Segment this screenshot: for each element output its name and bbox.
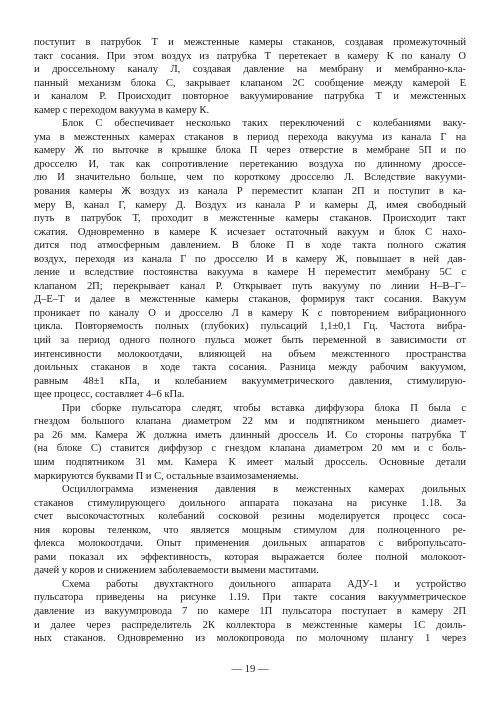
text-line: поступит в патрубок Т и межстенные камеры стаканов, создавая промежуточный bbox=[34, 37, 466, 48]
text-line: клапаном 2П; перекрывает канал Р. Открывает путь вакууму по линии Н–В–Г– bbox=[34, 280, 466, 292]
text-line: меру В, канал Г, камеру Д. Воздух из канала Р и камеры Д, имея свободный bbox=[34, 199, 466, 211]
text-line: цикла. Повторяемость полных (глубоких) пульсаций 1,1±0,1 Гц. Частота вибра- bbox=[34, 321, 466, 333]
text-line: ций за период одного полного пульса может быть переменной в зависимости от bbox=[34, 335, 466, 347]
text-line: При сборке пульсатора следят, чтобы вставка диффузора блока П была с bbox=[62, 402, 466, 414]
text-line: Схема работы двухтактного доильного аппарата АДУ-1 и устройство bbox=[62, 578, 466, 590]
text-line: ния коровы теленком, что является мощным стимулом для полноценного ре- bbox=[34, 524, 466, 536]
text-line: доильных стаканов в ходе такта сосания. Разница между рабочим вакуумом, bbox=[34, 362, 466, 374]
text-line: Блок С обеспечивает несколько таких переключений с колебаниями ваку- bbox=[62, 118, 466, 130]
text-line: и каналом Р. Происходит повторное вакуумирование патрубка Т и межстенных bbox=[34, 91, 466, 103]
paragraph bbox=[34, 402, 466, 483]
text-line: ных стаканов. Одновременно из молокопровода по молочному шлангу 1 через bbox=[34, 633, 466, 645]
text-line: ление и вследствие постоянства вакуума в камере Н переместит мембрану 5С с bbox=[34, 267, 466, 279]
text-line: давление из вакуумпровода 7 по камере 1П пульсатора поступает в камеру 2П bbox=[34, 605, 466, 617]
paragraph bbox=[34, 483, 466, 578]
text-line: равным 48±1 кПа, и колебанием вакуумметрического давления, стимулирую- bbox=[34, 375, 466, 387]
text-line: такт сосания. При этом воздух из патрубка Т перетекает в камеру К по каналу О bbox=[34, 50, 466, 62]
paragraph bbox=[34, 36, 466, 117]
text-line: маркируются буквами П и С, остальные взаимозаменяемы. bbox=[34, 470, 299, 482]
text-line: рования камеры Ж воздух из канала Р переместит клапан 2П и поступит в ка- bbox=[34, 186, 466, 198]
text-line: ума в межстенных камерах стаканов в период перехода вакуума из канала Г на bbox=[34, 131, 466, 143]
text-line: путь в патрубок Т, проходит в межстенные камеры стаканов. Происходит такт bbox=[34, 213, 466, 225]
text-line: гнездом большого клапана диаметром 22 мм и подпятником меньшего диамет- bbox=[34, 416, 466, 428]
text-line: дится под атмосферным давлением. В блоке П в ходе такта полного сжатия bbox=[34, 240, 466, 252]
text-line: ра 26 мм. Камера Ж должна иметь длинный дроссель И. Со стороны патрубка Т bbox=[34, 429, 466, 441]
paragraph bbox=[34, 578, 466, 646]
text-line: дачей у коров и снижением заболеваемости вымени маститами. bbox=[34, 565, 319, 577]
text-line: щее процесс, составляет 4–6 кПа. bbox=[34, 389, 185, 401]
text-line: камеру Ж по выточке в крышке блока П через отверстие в мембране 5П и по bbox=[34, 145, 466, 157]
text-line: интенсивности молокоотдачи, влияющей на объем межстенного пространства bbox=[34, 348, 466, 360]
text-line: камер с переходом вакуума в камеру К. bbox=[34, 104, 210, 116]
text-line: шим подпятником 31 мм. Камера К имеет малый дроссель. Основные детали bbox=[34, 456, 466, 468]
text-line: счет высокочастотных колебаний сосковой резины моделируется процесс соса- bbox=[34, 511, 466, 523]
text-line: сжатия. Одновременно в камере К исчезает остаточный вакуум и блок С нахо- bbox=[34, 226, 466, 238]
text-line: и далее через распределитель 2К коллектора в межстенные камеры 1С доиль- bbox=[34, 619, 466, 631]
paragraph bbox=[34, 117, 466, 401]
text-line: стаканов стимулирующего доильного аппарата показана на рисунке 1.18. За bbox=[34, 497, 466, 509]
text-line: рами показал их эффективность, которая выражается более полной молокоот- bbox=[34, 551, 466, 563]
text-line: Д–Е–Т и далее в межстенные камеры стаканов, формируя такт сосания. Вакуум bbox=[34, 294, 466, 306]
text-line: панный механизм блока С, закрывает клапаном 2С сообщение между камерой Е bbox=[34, 77, 466, 89]
text-line: лю И значительно больше, чем по короткому дросселю Л. Вследствие вакууми- bbox=[34, 172, 466, 184]
text-line: Осциллограмма изменения давления в межстенных камерах доильных bbox=[62, 484, 466, 496]
text-line: проникает по каналу О и дросселю Л в камеру К с повторением вибрационного bbox=[34, 307, 466, 319]
text-line: дросселю И, так как сопротивление перетеканию воздуха по длинному дроссе- bbox=[34, 158, 466, 170]
text-line: пульсатора приведены на рисунке 1.19. При такте сосания вакуумметрическое bbox=[34, 592, 466, 604]
document-body bbox=[34, 36, 466, 646]
document-page bbox=[34, 36, 466, 646]
text-line: и дроссельному каналу Л, создавая давление на мембрану и мембранно-кла- bbox=[34, 64, 466, 76]
page-number: — 19 — bbox=[231, 664, 269, 675]
text-line: (на блоке С) ставится диффузор с гнездом клапана диаметром 20 мм и с боль- bbox=[34, 443, 466, 455]
text-line: флекса молокоотдачи. Опыт применения доильных аппаратов с вибропульсато- bbox=[34, 538, 466, 550]
text-line: воздух, переходя из канала Г по дросселю И в камеру Ж, повышает в ней дав- bbox=[34, 253, 466, 265]
